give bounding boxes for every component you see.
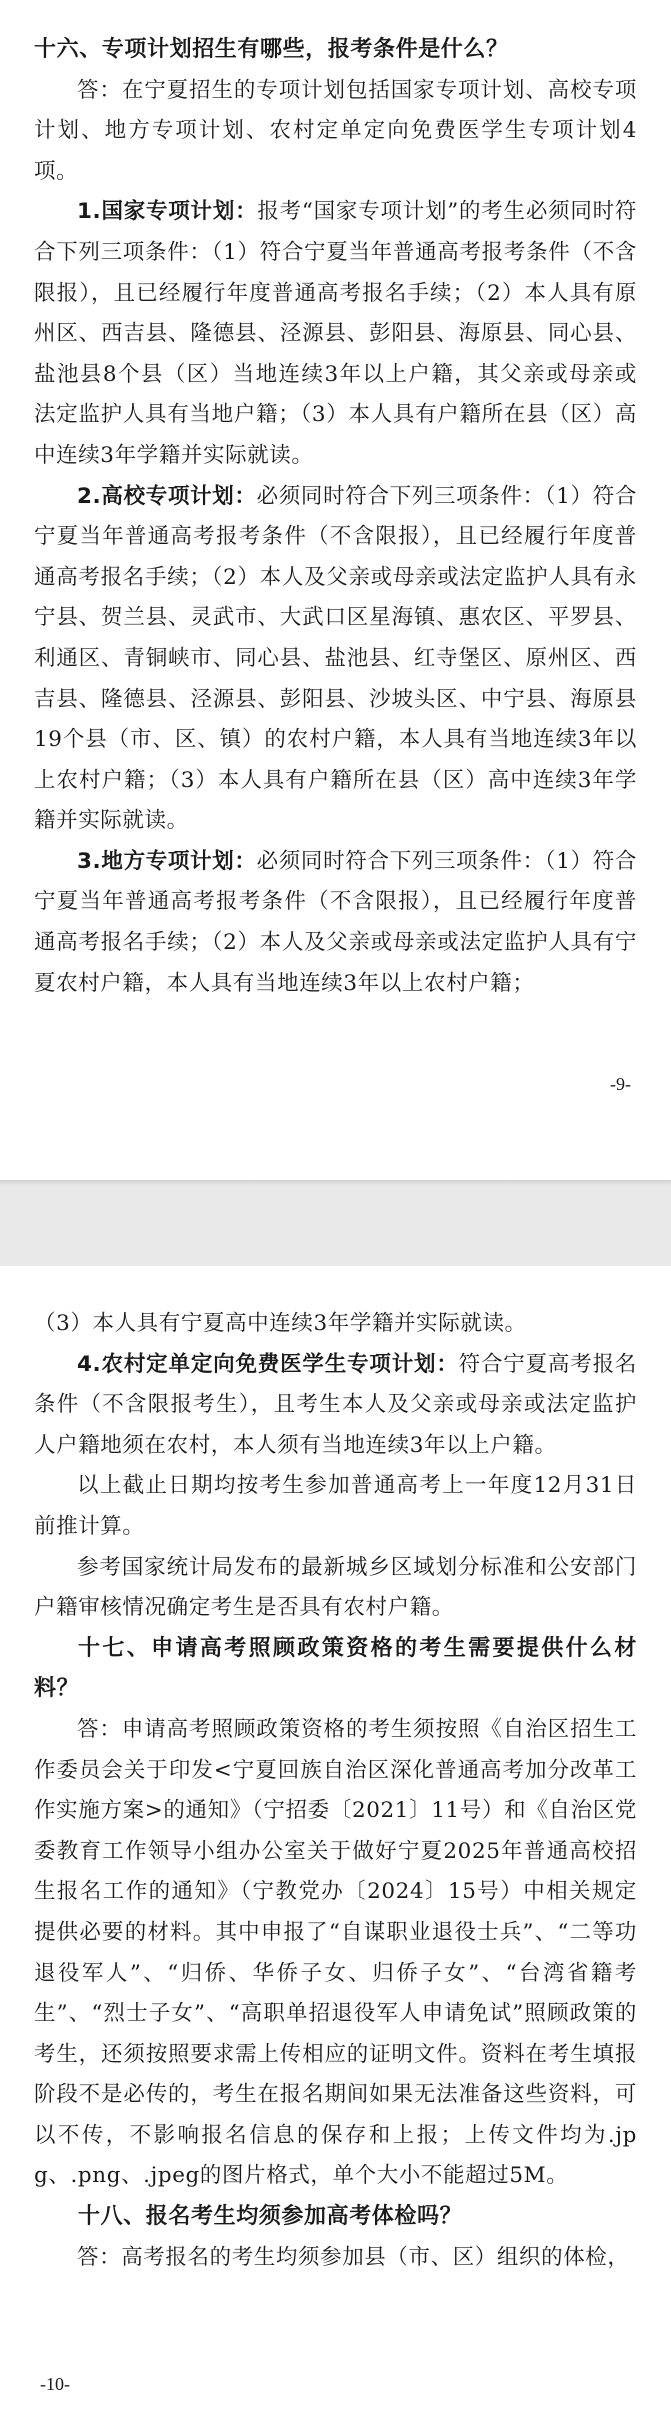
question-16-heading: 十六、专项计划招生有哪些，报考条件是什么？ [34,37,509,62]
page-separator [0,1180,671,1266]
page-number-10: -10- [40,2374,70,2394]
national-plan-paragraph [34,192,637,476]
university-plan-paragraph [34,477,637,842]
document-page-9 [0,0,671,1180]
question-18-heading: 十八、报名考生均须参加高考体检吗？ [78,2204,463,2230]
local-plan-text: 必须同时符合下列三项条件：（1）符合宁夏当年普通高考报考条件（不含限报），且已经履行年度普通高考报名手续；（2）本人及父亲或母亲或法定监护人具有宁夏农村户籍，本人具有当地连续3年以上农村户籍； [34,848,638,996]
page-9-content [34,30,637,1004]
national-plan-text: 报考“国家专项计划”的考生必须同时符合下列三项条件：（1）符合宁夏当年普通高考报考条件（不含限报），且已经履行年度普通高考报名手续；（2）本人具有原州区、西吉县、隆德县、泾源县、彭阳县、海原县、同心县、盐池县8个县（区）当地连续3年以上户籍，其父亲或母亲或法定监护人具有当地户籍；（3）本人具有户籍所在县（区）高中连续3年学籍并实际就读。 [34,199,637,468]
document-page-10 [0,1266,671,2427]
question-18-answer: 答：高考报名的考生均须参加县（市、区）组织的体检， [77,2244,630,2270]
page-number-9: -9- [610,1074,631,1094]
question-16-answer: 答：在宁夏招生的专项计划包括国家专项计划、高校专项计划、地方专项计划、农村定单定向免费医学生专项计划4项。 [34,77,637,184]
local-plan-paragraph [34,842,637,1004]
national-plan-label: 1.国家专项计划： [77,199,258,225]
rural-household-reference-note: 参考国家统计局发布的最新城乡区域划分标准和公安部门户籍审核情况确定考生是否具有农村户籍。 [34,1554,637,1621]
local-plan-continuation: （3）本人具有宁夏高中连续3年学籍并实际就读。 [34,1311,527,1336]
university-plan-text: 必须同时符合下列三项条件：（1）符合宁夏当年普通高考报考条件（不含限报），且已经履行年度普通高考报名手续；（2）本人及父亲或母亲或法定监护人具有永宁县、贺兰县、灵武市、大武口区星海镇、惠农区、平罗县、利通区、青铜峡市、同心县、盐池县、红寺堡区、原州区、西吉县、隆德县、泾源县、彭阳县、沙坡头区、中宁县、海原县19个县（市、区、镇）的农村户籍，本人具有当地连续3年以上农村户籍；（3）本人具有户籍所在县（区）高中连续3年学籍并实际就读。 [34,483,638,834]
question-17-answer: 答：申请高考照顾政策资格的考生须按照《自治区招生工作委员会关于印发<宁夏回族自治区深化普通高考加分改革工作实施方案>的通知》（宁招委〔2021〕11号）和《自治区党委教育工作领导小组办公室关于做好宁夏2025年普通高校招生报名工作的通知》（宁教党办〔2024〕15号）中相关规定提供必要的材料。其中申报了“自谋职业退役士兵”、“二等功退役军人”、“归侨、华侨子女、归侨子女”、“台湾省籍考生”、“烈士子女”、“高职单招退役军人申请免试”照顾政策的考生，还须按照要求需上传相应的证明文件。资料在考生填报阶段不是必传的，考生在报名期间如果无法准备这些资料，可以不传，不影响报名信息的保存和上报；上传文件均为.jpg、.png、.jpeg的图片格式，单个大小不能超过5M。 [34,1716,637,2189]
local-plan-label: 3.地方专项计划： [77,848,257,874]
deadline-note: 以上截止日期均按考生参加普通高考上一年度12月31日前推计算。 [34,1473,637,1539]
rural-medical-plan-text: 符合宁夏高考报名条件（不含限报考生），且考生本人及父亲或母亲或法定监护人户籍地须在农村，本人须有当地连续3年以上户籍。 [34,1351,637,1458]
rural-medical-plan-label: 4.农村定单定向免费医学生专项计划： [77,1351,459,1377]
question-17-heading: 十七、申请高考照顾政策资格的考生需要提供什么材料？ [34,1635,637,1702]
rural-medical-plan-paragraph [34,1345,637,1467]
page-10-content [34,1304,637,2278]
university-plan-label: 2.高校专项计划： [77,483,257,509]
